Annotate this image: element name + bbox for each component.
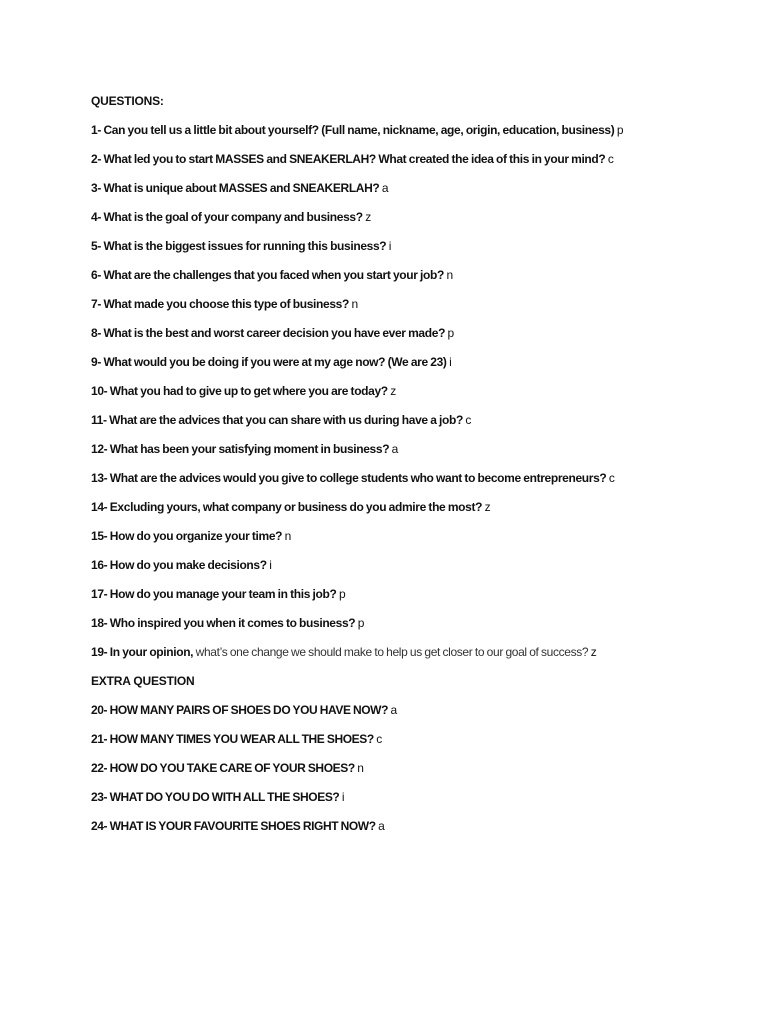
question-text: 11- What are the advices that you can share with us during have a job? (91, 413, 463, 427)
question-initial: a (390, 703, 397, 717)
extra-question-heading: EXTRA QUESTION (91, 674, 195, 688)
question-text: 15- How do you organize your time? (91, 529, 283, 543)
question-text: 9- What would you be doing if you were at my age now? (We are 23) (91, 355, 447, 369)
question-initial: c (607, 152, 614, 166)
question-item (91, 557, 751, 586)
question-initial: a (391, 442, 398, 456)
extra-question-item (91, 760, 751, 789)
question-text: 23- WHAT DO YOU DO WITH ALL THE SHOES? (91, 790, 340, 804)
question-text: 16- How do you make decisions? (91, 558, 267, 572)
question-item (91, 586, 751, 615)
question-text: 2- What led you to start MASSES and SNEAKERLAH? What created the idea of this in your mind? (91, 152, 606, 166)
question-text: 24- WHAT IS YOUR FAVOURITE SHOES RIGHT NOW? (91, 819, 376, 833)
question-item (91, 383, 751, 412)
question-item (91, 441, 751, 470)
question-item (91, 412, 751, 441)
question-initial: i (269, 558, 272, 572)
question-text: 6- What are the challenges that you faced when you start your job? (91, 268, 444, 282)
question-initial: i (388, 239, 392, 253)
question-initial: n (351, 297, 358, 311)
questions-heading: QUESTIONS: (91, 94, 164, 108)
question-text: 4- What is the goal of your company and business? (91, 210, 363, 224)
question-text: what’s one change we should make to help us get closer to our goal of success? (195, 645, 589, 659)
question-text: 17- How do you manage your team in this job? (91, 587, 337, 601)
question-initial: p (357, 616, 365, 630)
question-initial: i (341, 790, 345, 804)
extra-question-item (91, 731, 751, 760)
question-initial: c (465, 413, 472, 427)
question-text: 1- Can you tell us a little bit about yourself? (Full name, nickname, age, origin, education, business) (91, 123, 615, 137)
question-item (91, 325, 751, 354)
question-item (91, 296, 751, 325)
question-text: 5- What is the biggest issues for running this business? (91, 239, 387, 253)
question-initial: p (616, 123, 624, 137)
extra-question-item (91, 702, 751, 731)
question-text: 3- What is unique about MASSES and SNEAKERLAH? (91, 181, 380, 195)
question-item (91, 267, 751, 296)
question-item (91, 528, 751, 557)
extra-question-item (91, 818, 751, 847)
question-text: 10- What you had to give up to get where you are today? (91, 384, 388, 398)
question-initial: a (381, 181, 389, 195)
question-text: 13- What are the advices would you give to college students who want to become entrepreneurs? (91, 471, 607, 485)
question-initial: p (338, 587, 346, 601)
question-prefix: 19- In your opinion, (91, 645, 194, 659)
question-initial: n (284, 529, 291, 543)
question-item (91, 615, 751, 644)
question-initial: a (378, 819, 385, 833)
question-text: 12- What has been your satisfying moment in business? (91, 442, 390, 456)
question-initial: n (446, 268, 453, 282)
extra-question-item (91, 789, 751, 818)
question-item (91, 151, 751, 180)
question-item (91, 499, 751, 528)
document-page (91, 93, 751, 847)
question-item (91, 180, 751, 209)
question-initial: p (447, 326, 454, 340)
question-initial: z (484, 500, 491, 514)
question-item (91, 209, 751, 238)
question-text: 20- HOW MANY PAIRS OF SHOES DO YOU HAVE NOW? (91, 703, 389, 717)
question-initial: c (376, 732, 382, 746)
question-initial: i (449, 355, 452, 369)
question-item (91, 238, 751, 267)
question-text: 7- What made you choose this type of business? (91, 297, 349, 311)
question-initial: z (390, 384, 396, 398)
question-item (91, 122, 751, 151)
question-initial: c (608, 471, 615, 485)
question-item (91, 470, 751, 499)
question-initial: n (357, 761, 364, 775)
question-text: 18- Who inspired you when it comes to business? (91, 616, 356, 630)
question-text: 8- What is the best and worst career decision you have ever made? (91, 326, 446, 340)
question-item (91, 354, 751, 383)
question-text: 22- HOW DO YOU TAKE CARE OF YOUR SHOES? (91, 761, 355, 775)
question-text: 21- HOW MANY TIMES YOU WEAR ALL THE SHOES? (91, 732, 374, 746)
question-initial: z (590, 645, 597, 659)
question-text: 14- Excluding yours, what company or business do you admire the most? (91, 500, 483, 514)
question-initial: z (365, 210, 371, 224)
question-item (91, 644, 751, 673)
